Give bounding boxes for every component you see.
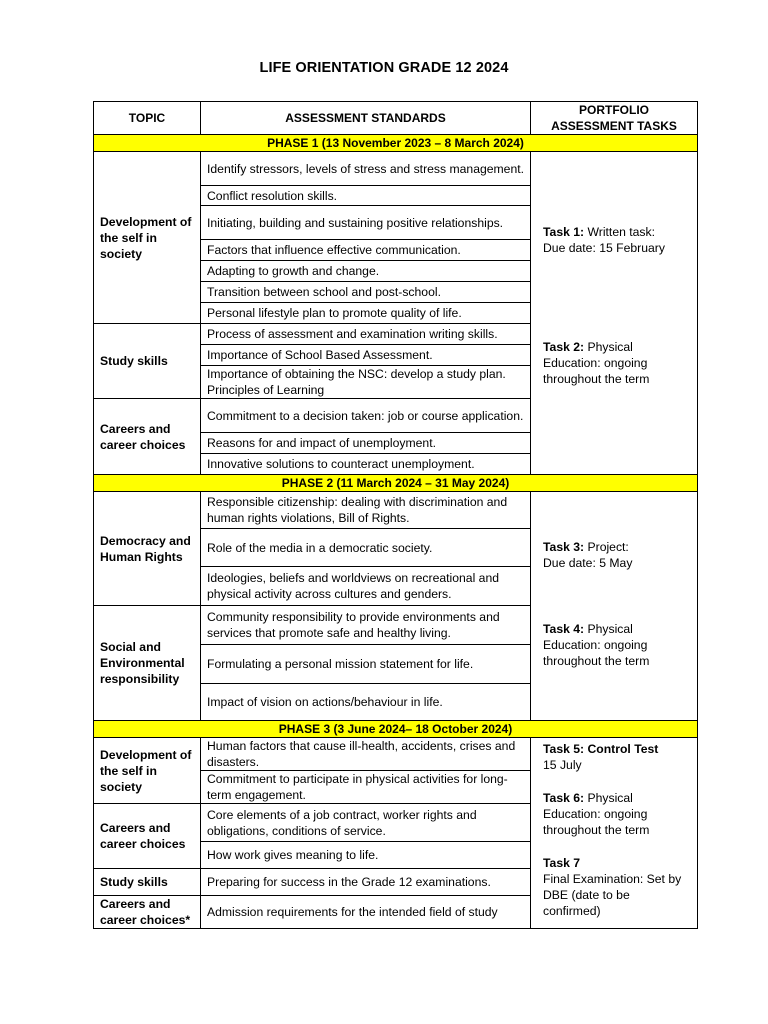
phase-row xyxy=(94,135,698,152)
topic-cell: Careers and career choices xyxy=(94,804,201,869)
phase-row xyxy=(94,475,698,492)
topic-cell: Study skills xyxy=(94,869,201,896)
standard-cell: Identify stressors, levels of stress and stress management. xyxy=(201,152,531,186)
phase-1-tasks-cell xyxy=(531,152,698,475)
topic-cell: Careers and career choices xyxy=(94,399,201,475)
standard-cell: Conflict resolution skills. xyxy=(201,186,531,206)
standard-cell: Core elements of a job contract, worker rights and obligations, conditions of service. xyxy=(201,804,531,842)
phase-1-banner: PHASE 1 (13 November 2023 – 8 March 2024) xyxy=(94,135,698,152)
header-topic: TOPIC xyxy=(94,102,201,135)
standard-cell: Ideologies, beliefs and worldviews on recreational and physical activity across cultures and genders. xyxy=(201,567,531,606)
phase-row xyxy=(94,721,698,738)
task-item: Task 3: Project: Due date: 5 May xyxy=(543,540,633,570)
standard-cell: Commitment to participate in physical activities for long-term engagement. xyxy=(201,771,531,804)
standard-cell: Adapting to growth and change. xyxy=(201,261,531,282)
standard-cell: Transition between school and post-school. xyxy=(201,282,531,303)
standard-cell: Formulating a personal mission statement for life. xyxy=(201,645,531,684)
standard-cell: Process of assessment and examination writing skills. xyxy=(201,324,531,345)
task-item: Task 7 Final Examination: Set by DBE (date to be confirmed) xyxy=(543,856,682,918)
task-item: Task 1: Written task: Due date: 15 February xyxy=(543,225,665,255)
table-header-row xyxy=(94,102,698,135)
standard-cell: Preparing for success in the Grade 12 examinations. xyxy=(201,869,531,896)
assessment-table xyxy=(93,101,698,929)
topic-cell: Development of the self in society xyxy=(94,152,201,324)
standard-cell: Admission requirements for the intended field of study xyxy=(201,896,531,929)
standard-cell: Initiating, building and sustaining positive relationships. xyxy=(201,206,531,240)
standard-cell: Factors that influence effective communication. xyxy=(201,240,531,261)
standard-cell: Impact of vision on actions/behaviour in life. xyxy=(201,684,531,721)
standard-cell: Commitment to a decision taken: job or course application. xyxy=(201,399,531,433)
standard-cell: Importance of School Based Assessment. xyxy=(201,345,531,366)
document-title: LIFE ORIENTATION GRADE 12 2024 xyxy=(259,60,509,76)
standard-cell: Innovative solutions to counteract unemployment. xyxy=(201,454,531,475)
header-standards: ASSESSMENT STANDARDS xyxy=(201,102,531,135)
topic-cell: Development of the self in society xyxy=(94,738,201,804)
standard-cell: Importance of obtaining the NSC: develop a study plan. Principles of Learning xyxy=(201,366,531,399)
phase-3-banner: PHASE 3 (3 June 2024– 18 October 2024) xyxy=(94,721,698,738)
standard-cell: Personal lifestyle plan to promote quality of life. xyxy=(201,303,531,324)
standard-cell: Reasons for and impact of unemployment. xyxy=(201,433,531,454)
phase-2-tasks-cell xyxy=(531,492,698,721)
standard-cell: Responsible citizenship: dealing with discrimination and human rights violations, Bill of Rights. xyxy=(201,492,531,529)
standard-cell: Community responsibility to provide environments and services that promote safe and healthy living. xyxy=(201,606,531,645)
standard-cell: Human factors that cause ill-health, accidents, crises and disasters. xyxy=(201,738,531,771)
task-item: Task 2: Physical Education: ongoing throughout the term xyxy=(543,340,650,386)
topic-cell: Study skills xyxy=(94,324,201,399)
topic-cell: Democracy and Human Rights xyxy=(94,492,201,606)
standard-cell: How work gives meaning to life. xyxy=(201,842,531,869)
task-item: Task 6: Physical Education: ongoing throughout the term xyxy=(543,791,650,837)
phase-3-tasks-cell xyxy=(531,738,698,929)
task-item: Task 5: Control Test 15 July xyxy=(543,742,659,772)
header-tasks: PORTFOLIO ASSESSMENT TASKS xyxy=(531,102,698,135)
topic-cell: Social and Environmental responsibility xyxy=(94,606,201,721)
topic-cell: Careers and career choices* xyxy=(94,896,201,929)
standard-cell: Role of the media in a democratic society. xyxy=(201,529,531,567)
task-item: Task 4: Physical Education: ongoing throughout the term xyxy=(543,622,650,668)
phase-2-banner: PHASE 2 (11 March 2024 – 31 May 2024) xyxy=(94,475,698,492)
